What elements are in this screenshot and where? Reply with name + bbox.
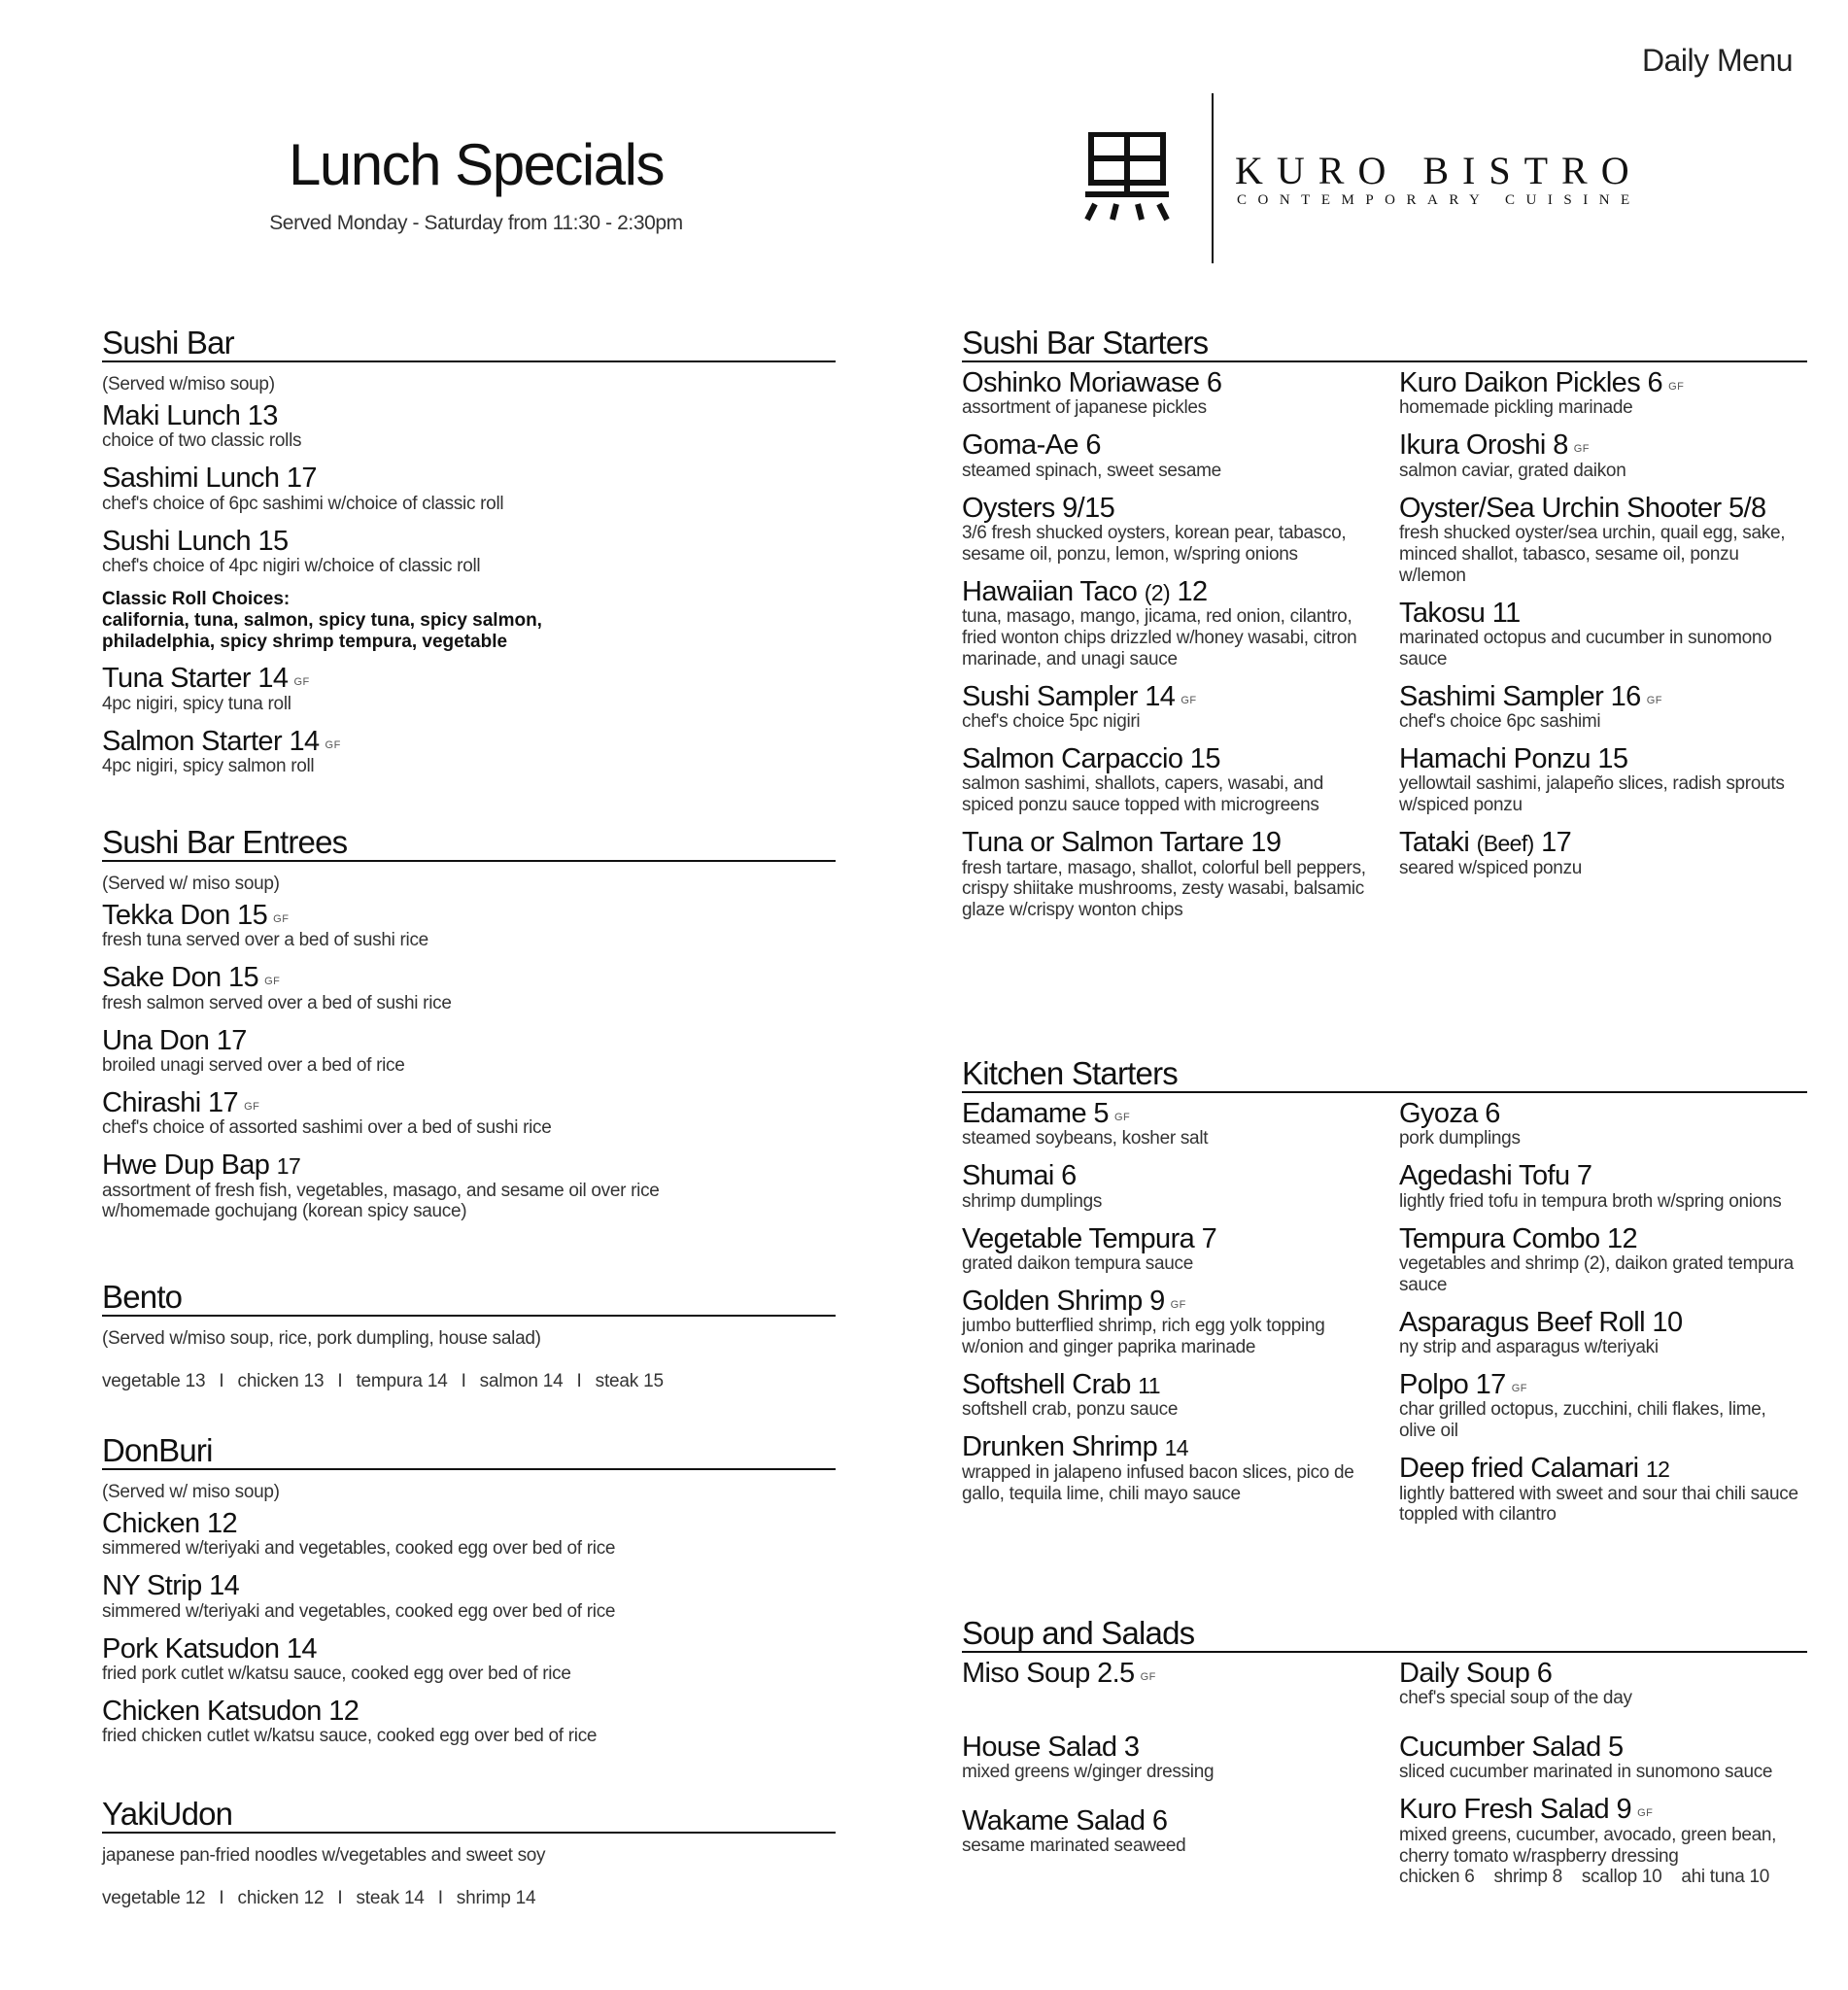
menu-item [102,1697,836,1747]
section-title: Sushi Bar [102,326,836,362]
section-note: (Served w/ miso soup) [102,1482,280,1502]
item-desc: char grilled octopus, zucchini, chili flakes, lime, olive oil [1399,1399,1766,1442]
item-name: Kuro Fresh Salad 9 GF [1399,1794,1654,1826]
item-desc: chef's choice of 6pc sashimi w/choice of classic roll [102,493,504,514]
item-desc: lightly battered with sweet and sour thai chili sauce toppled with cilantro [1399,1483,1798,1526]
item-name: Maki Lunch 13 [102,400,278,431]
item-name: Oysters 9/15 [962,492,1115,524]
item-name: Tekka Don 15 GF [102,900,290,931]
option: steak 14 [356,1888,425,1908]
brand-logo [1083,93,1705,268]
menu-item [1399,494,1807,587]
brand-tagline: CONTEMPORARY CUISINE [1237,192,1641,208]
menu-item [102,1509,836,1560]
item-name: Miso Soup 2.5 GF [962,1658,1156,1689]
item-name: Daily Soup 6 [1399,1658,1553,1689]
item-desc: fresh shucked oyster/sea urchin, quail egg, sake, minced shallot, tabasco, sesame oil, ponzu w/lemon [1399,523,1786,586]
section-title: Sushi Bar Entrees [102,826,836,862]
section-soup-salads [962,1617,1807,1900]
item-name: Oyster/Sea Urchin Shooter 5/8 [1399,492,1766,524]
gluten-free-badge: GF [273,913,290,925]
daily-menu-label: Daily Menu [1641,43,1793,78]
option: vegetable 12 [102,1888,206,1908]
items-grid [962,1099,1807,1537]
item-desc: broiled unagi served over a bed of rice [102,1055,405,1076]
gluten-free-badge: GF [325,738,341,751]
item-desc: homemade pickling marinade [1399,397,1633,419]
menu-item [962,1370,1370,1421]
menu-item [1399,682,1807,733]
menu-item [102,527,836,577]
item-desc: salmon sashimi, shallots, capers, wasabi, and spiced ponzu sauce topped with microgreens [962,773,1323,816]
section-sushi-starters [962,326,1807,933]
item-desc: jumbo butterflied shrimp, rich egg yolk topping w/onion and ginger paprika marinade [962,1316,1325,1358]
items-grid [962,1659,1807,1900]
section-title: Bento [102,1281,836,1317]
item-name: NY Strip 14 [102,1570,240,1602]
menu-item [102,664,836,714]
menu-item [1399,744,1807,816]
bento-options: vegetable 13 I chicken 13 I tempura 14 I salmon 14 I steak 15 [102,1371,664,1391]
item-desc: seared w/spiced ponzu [1399,857,1583,878]
item-desc: salmon caviar, grated daikon [1399,460,1626,481]
item-desc: chef's special soup of the day [1399,1688,1632,1709]
menu-item [102,1150,836,1222]
menu-item [1399,1659,1807,1721]
menu-item [962,368,1370,419]
item-name: Takosu 11 [1399,597,1521,629]
item-desc: fried chicken cutlet w/katsu sauce, cooked egg over bed of rice [102,1726,598,1747]
item-name: Ikura Oroshi 8 GF [1399,429,1591,462]
menu-item [1399,1161,1807,1212]
lunch-header [175,132,777,235]
item-desc: ny strip and asparagus w/teriyaki [1399,1337,1659,1358]
items-col-left [962,368,1370,933]
section-note: (Served w/ miso soup) [102,874,280,894]
item-name: Tataki (Beef) 17 [1399,827,1572,859]
item-name: Pork Katsudon 14 [102,1632,317,1664]
item-name: Shumai 6 [962,1160,1077,1192]
item-desc: grated daikon tempura sauce [962,1253,1194,1274]
item-name: Tempura Combo 12 [1399,1222,1638,1254]
menu-item [962,1161,1370,1212]
salad-addons: chicken 6 shrimp 8 scallop 10 ahi tuna 10 [1399,1867,1770,1888]
item-desc: steamed spinach, sweet sesame [962,460,1221,481]
item-desc: chef's choice of assorted sashimi over a bed of sushi rice [102,1117,552,1139]
item-desc: tuna, masago, mango, jicama, red onion, cilantro, fried wonton chips drizzled w/honey wasabi, citron marinade, and unagi sauce [962,606,1357,669]
item-desc: chef's choice 5pc nigiri [962,711,1141,733]
gluten-free-badge: GF [1646,694,1662,706]
item-name: Edamame 5 GF [962,1098,1131,1129]
item-name: Golden Shrimp 9 GF [962,1285,1186,1317]
item-desc: assortment of fresh fish, vegetables, masago, and sesame oil over rice w/homemade gochujang (korean spicy sauce) [102,1180,660,1222]
section-title: DonBuri [102,1434,836,1470]
option: steak 15 [595,1371,664,1391]
item-desc: shrimp dumplings [962,1190,1103,1212]
item-desc: simmered w/teriyaki and vegetables, cooked egg over bed of rice [102,1600,616,1622]
item-name: Goma-Ae 6 [962,429,1101,462]
logo-divider [1212,93,1214,263]
item-name: Vegetable Tempura 7 [962,1222,1217,1254]
item-name: Chicken 12 [102,1508,238,1539]
menu-item [1399,1308,1807,1358]
section-kitchen-starters [962,1057,1807,1537]
menu-item [962,1806,1370,1857]
menu-item [1399,1454,1807,1526]
menu-item [962,1099,1370,1149]
gluten-free-badge: GF [1637,1807,1654,1820]
item-name: Sushi Sampler 14 GF [962,680,1197,712]
item-name: Oshinko Moriawase 6 [962,367,1222,398]
menu-item [102,401,836,452]
gluten-free-badge: GF [1511,1382,1527,1394]
menu-item [962,430,1370,481]
lunch-title: Lunch Specials [289,132,664,197]
item-desc: vegetables and shrimp (2), daikon grated tempura sauce [1399,1253,1794,1295]
item-name: Asparagus Beef Roll 10 [1399,1306,1683,1338]
item-desc: sliced cucumber marinated in sunomono sauce [1399,1762,1773,1783]
item-name: Kuro Daikon Pickles 6 GF [1399,367,1685,398]
kuro-kanji-icon [1083,132,1171,222]
section-title: Kitchen Starters [962,1057,1807,1093]
gluten-free-badge: GF [1668,381,1685,393]
item-name: Wakame Salad 6 [962,1805,1168,1836]
item-name: Drunken Shrimp 14 [962,1431,1188,1463]
item-desc: chef's choice of 4pc nigiri w/choice of classic roll [102,556,481,576]
items-col-right [1399,1099,1807,1537]
menu-item [102,1088,836,1139]
item-desc: steamed soybeans, kosher salt [962,1128,1209,1149]
section-donburi [102,1434,836,1747]
section-note: (Served w/miso soup, rice, pork dumpling, house salad) [102,1328,541,1349]
menu-item [102,727,836,777]
lunch-subtitle: Served Monday - Saturday from 11:30 - 2:30pm [269,212,683,234]
option: shrimp 14 [456,1888,536,1908]
item-name: Sashimi Sampler 16 GF [1399,680,1662,712]
menu-item [102,963,836,1013]
item-name: Gyoza 6 [1399,1098,1500,1129]
item-name: Cucumber Salad 5 [1399,1732,1624,1763]
section-title: YakiUdon [102,1798,836,1834]
option: tempura 14 [356,1371,448,1391]
item-desc: mixed greens, cucumber, avocado, green bean, cherry tomato w/raspberry dressing [1399,1824,1777,1867]
item-desc: 3/6 fresh shucked oysters, korean pear, tabasco, sesame oil, ponzu, lemon, w/spring onions [962,523,1347,565]
section-note: japanese pan-fried noodles w/vegetables and sweet soy [102,1845,546,1866]
menu-item [962,494,1370,566]
classic-roll-list: california, tuna, salmon, spicy tuna, spicy salmon, philadelphia, spicy shrimp tempura, vegetable [102,609,542,652]
gluten-free-badge: GF [264,976,281,988]
menu-item [962,1287,1370,1358]
gluten-free-badge: GF [293,676,310,689]
menu-item [962,1659,1370,1721]
items-col-right [1399,368,1807,933]
menu-item [1399,368,1807,419]
section-note: (Served w/miso soup) [102,374,275,395]
item-name: House Salad 3 [962,1732,1140,1763]
item-name: Chicken Katsudon 12 [102,1695,359,1727]
section-sushi-entrees [102,826,836,1222]
item-desc: fresh salmon served over a bed of sushi rice [102,992,452,1013]
section-bento [102,1281,836,1392]
item-desc: assortment of japanese pickles [962,397,1207,419]
item-desc: sesame marinated seaweed [962,1836,1186,1857]
menu-item [1399,1370,1807,1442]
item-name: Sake Don 15 GF [102,962,281,994]
classic-roll-heading: Classic Roll Choices: [102,588,291,609]
item-desc: fresh tartare, masago, shallot, colorful bell peppers, crispy shiitake mushrooms, zesty wasabi, balsamic glaze w/crispy wonton chips [962,857,1366,921]
section-yakiudon [102,1798,836,1909]
item-desc: marinated octopus and cucumber in sunomono sauce [1399,627,1772,669]
menu-item [962,577,1370,670]
menu-item [1399,1795,1807,1888]
item-name: Salmon Starter 14 GF [102,725,341,757]
item-name: Una Don 17 [102,1024,247,1056]
items-col-left [962,1099,1370,1537]
item-desc: softshell crab, ponzu sauce [962,1399,1179,1421]
item-name: Polpo 17 GF [1399,1368,1527,1400]
menu-item [102,901,836,951]
item-name: Softshell Crab 11 [962,1368,1160,1400]
menu-item [102,463,836,514]
item-name: Tuna or Salmon Tartare 19 [962,827,1282,859]
item-desc: choice of two classic rolls [102,430,302,452]
gluten-free-badge: GF [1113,1112,1131,1123]
item-name: Deep fried Calamari 12 [1399,1453,1670,1485]
option: chicken 13 [237,1371,325,1391]
menu-item [962,1432,1370,1504]
yakiudon-options: vegetable 12 I chicken 12 I steak 14 I shrimp 14 [102,1888,536,1908]
item-desc: lightly fried tofu in tempura broth w/spring onions [1399,1190,1782,1212]
item-desc: 4pc nigiri, spicy salmon roll [102,756,315,777]
menu-item [962,1224,1370,1275]
menu-item [1399,1099,1807,1149]
item-name: Agedashi Tofu 7 [1399,1160,1592,1192]
menu-item [1399,599,1807,670]
option: chicken 12 [237,1888,325,1908]
menu-item [962,828,1370,921]
menu-item [962,744,1370,816]
item-desc: mixed greens w/ginger dressing [962,1762,1215,1783]
menu-item [1399,828,1807,878]
menu-item [962,682,1370,733]
item-desc: yellowtail sashimi, jalapeño slices, radish sprouts w/spiced ponzu [1399,773,1785,816]
item-name: Chirashi 17 GF [102,1086,260,1118]
item-desc: fresh tuna served over a bed of sushi rice [102,930,428,951]
item-name: Sashimi Lunch 17 [102,463,317,495]
item-name: Salmon Carpaccio 15 [962,742,1220,774]
option: vegetable 13 [102,1371,206,1391]
menu-item [102,1026,836,1077]
option: salmon 14 [479,1371,564,1391]
gluten-free-badge: GF [1140,1671,1156,1683]
item-name: Hawaiian Taco (2) 12 [962,575,1208,607]
item-desc: pork dumplings [1399,1128,1521,1149]
item-name: Sushi Lunch 15 [102,525,289,557]
item-name: Hamachi Ponzu 15 [1399,742,1628,774]
gluten-free-badge: GF [1573,443,1591,456]
item-desc: 4pc nigiri, spicy tuna roll [102,693,291,714]
section-title: Soup and Salads [962,1617,1807,1653]
items-col-right [1399,1659,1807,1900]
menu-item [1399,1733,1807,1783]
item-name: Hwe Dup Bap 17 [102,1149,301,1182]
brand-name: KURO BISTRO [1235,149,1643,192]
menu-item [102,1571,836,1622]
items-col-left [962,1659,1370,1900]
items-grid [962,368,1807,933]
section-sushi-bar [102,326,836,777]
gluten-free-badge: GF [1170,1298,1186,1311]
item-desc: chef's choice 6pc sashimi [1399,711,1601,733]
gluten-free-badge: GF [244,1100,260,1113]
section-title: Sushi Bar Starters [962,326,1807,362]
item-name: Tuna Starter 14 GF [102,663,310,695]
gluten-free-badge: GF [1181,694,1197,706]
menu-item [1399,1224,1807,1296]
item-desc: fried pork cutlet w/katsu sauce, cooked egg over bed of rice [102,1664,571,1684]
menu-item [1399,430,1807,481]
menu-item [962,1733,1370,1795]
item-desc: wrapped in jalapeno infused bacon slices, pico de gallo, tequila lime, chili mayo sauce [962,1461,1354,1504]
item-desc: simmered w/teriyaki and vegetables, cooked egg over bed of rice [102,1538,616,1560]
menu-item [102,1634,836,1685]
